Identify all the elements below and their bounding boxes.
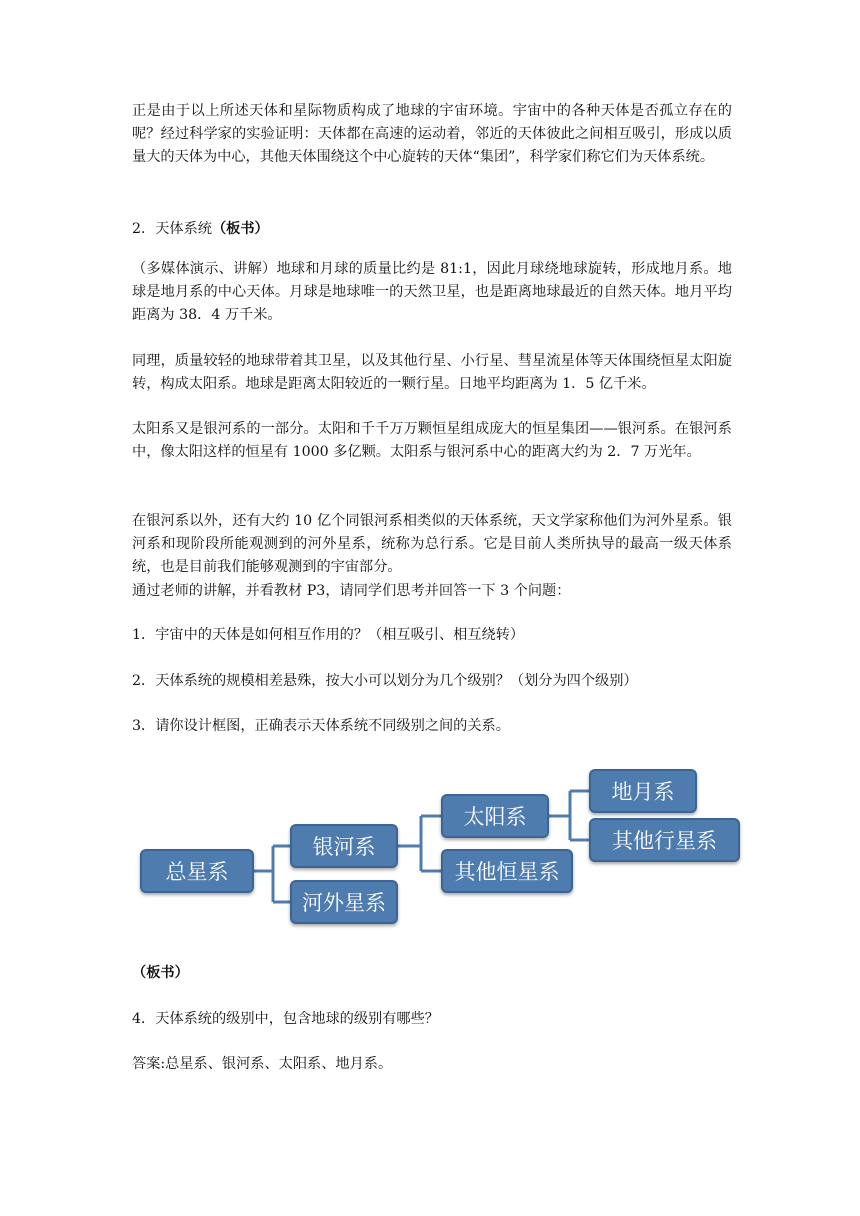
connector-solar [549,791,589,840]
section-heading [132,218,269,241]
universe-paragraph: 在银河系以外，还有大约 10 亿个同银河系相类似的天体系统，天文学家称他们为河外星系。银河系和现阶段所能观测到的河外星系，统称为总行系。它是目前人类所执导的最高一级天体系统，也是目前我们能够观测到的宇宙部分。 [132,513,732,575]
intro-paragraph: 正是由于以上所述天体和星际物质构成了地球的宇宙环境。宇宙中的各种天体是否孤立存在的呢？经过科学家的实验证明：天体都在高速的运动着，邻近的天体彼此之间相互吸引，形成以质量大的天体为中心，其他天体围绕这个中心旋转的天体“集团”，科学家们称它们为天体系统。 [132,103,732,165]
node-milky-way: 银河系 [290,824,398,868]
node-earth-moon: 地月系 [589,769,697,813]
solar-system-paragraph: 同理，质量较轻的地球带着其卫星，以及其他行星、小行星、彗星流星体等天体围绕恒星太阳旋转，构成太阳系。地球是距离太阳较近的一颗行星。日地平均距离为 1．5 亿千米。 [132,353,732,392]
connector-total [254,846,290,902]
node-other-planets: 其他行星系 [589,818,740,862]
connector-milky-way [398,816,441,871]
node-total-system: 总星系 [140,849,254,893]
galaxy-paragraph: 太阳系又是银河系的一部分。太阳和千千万万颗恒星组成庞大的恒星集团——银河系。在银河系中，像太阳这样的恒星有 1000 多亿颗。太阳系与银河系中心的距离大约为 2．7 万光年。 [132,421,732,460]
section-heading-note: （板书） [211,221,269,237]
question-4: 4．天体系统的级别中，包含地球的级别有哪些？ [132,1011,439,1027]
question-2: 2．天体系统的规模相差悬殊，按大小可以划分为几个级别？（划分为四个级别） [132,673,638,689]
board-note-text: （板书） [132,965,189,981]
answer-text: 答案:总星系、银河系、太阳系、地月系。 [132,1056,393,1072]
section-heading-text: 2．天体系统 [132,221,212,237]
node-extragalactic: 河外星系 [290,880,398,924]
question-3: 3．请你设计框图，正确表示天体系统不同级别之间的关系。 [132,718,510,734]
question-1: 1．宇宙中的天体是如何相互作用的？（相互吸引、相互绕转） [132,627,525,643]
node-solar-system: 太阳系 [441,794,549,838]
node-other-stars: 其他恒星系 [441,849,573,893]
board-note [132,962,189,985]
earth-moon-paragraph: （多媒体演示、讲解）地球和月球的质量比约是 81:1，因此月球绕地球旋转，形成地月系。地球是地月系的中心天体。月球是地球唯一的天然卫星，也是距离地球最近的自然天体。地月平均距离为 38．4 万千米。 [132,261,732,323]
question-prompt: 通过老师的讲解，并看教材 P3，请同学们思考并回答一下 3 个问题： [132,583,571,599]
